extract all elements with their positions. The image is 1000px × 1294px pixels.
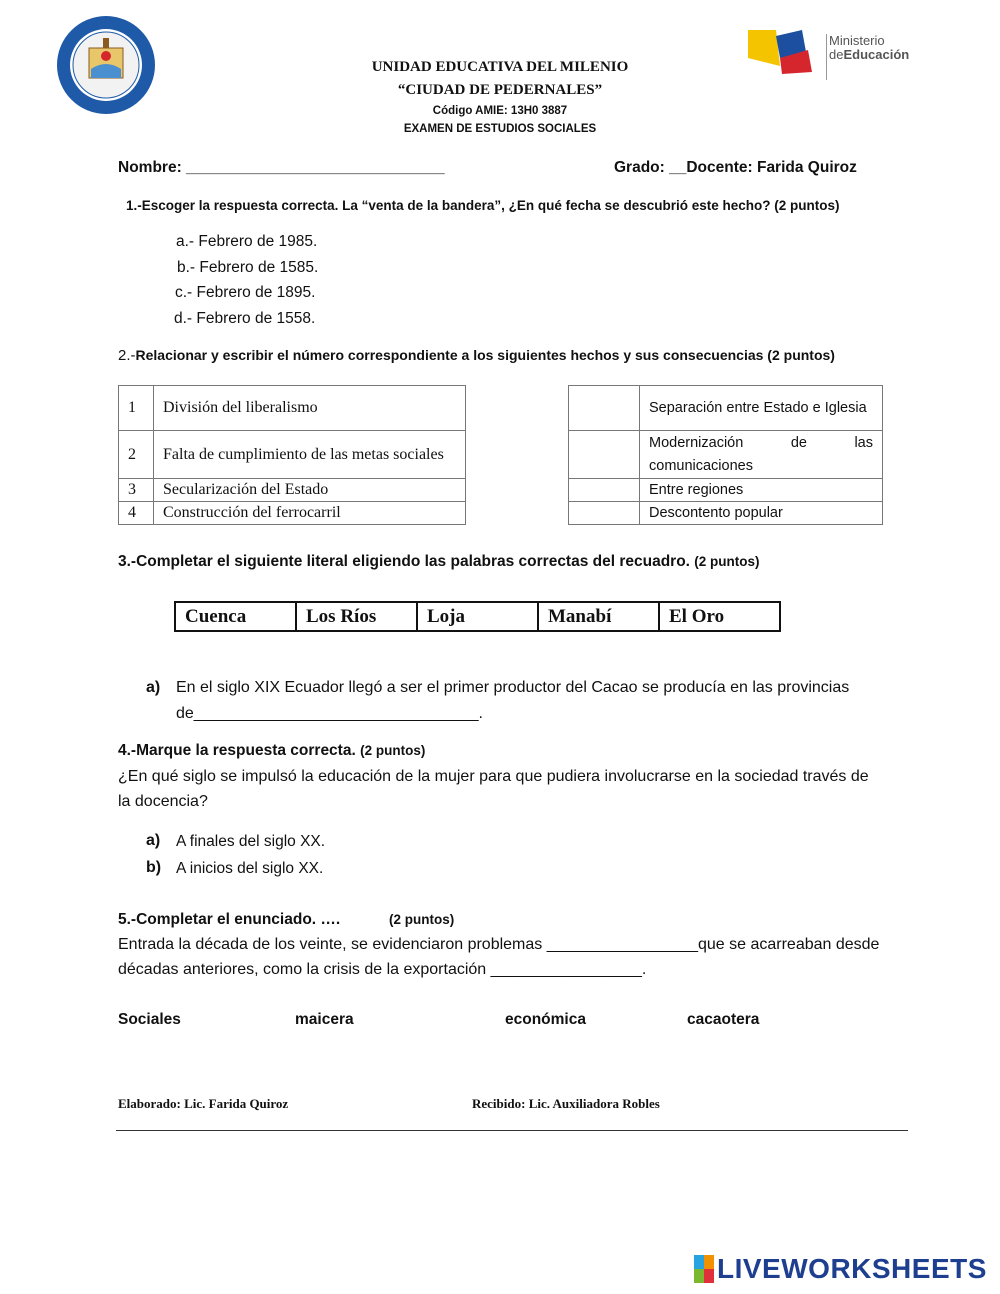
- q1-option-c[interactable]: c.- Febrero de 1895.: [175, 284, 316, 301]
- q5-points: (2 puntos): [389, 912, 455, 927]
- question-2-prompt: [118, 347, 835, 364]
- q2-text: Relacionar y escribir el número correspondiente a los siguientes hechos y sus consecuencias (2 puntos): [135, 347, 835, 363]
- school-name: UNIDAD EDUCATIVA DEL MILENIO: [371, 59, 629, 75]
- facts-table: [118, 385, 466, 525]
- fact-text: Falta de cumplimiento de las metas sociales: [154, 431, 466, 479]
- q5-line2[interactable]: décadas anteriores, como la crisis de la exportación _________________.: [118, 961, 647, 978]
- q5-word-option: Sociales: [118, 1011, 181, 1028]
- consequence-word: comunicaciones: [649, 457, 753, 474]
- q1-option-b[interactable]: b.- Febrero de 1585.: [177, 259, 319, 276]
- word-bank-table: [174, 601, 781, 632]
- question-1-prompt: 1.-Escoger la respuesta correcta. La “venta de la bandera”, ¿En qué fecha se descubrió este hecho? (2 puntos): [126, 198, 840, 213]
- q4-question-line1: ¿En qué siglo se impulsó la educación de la mujer para que pudiera involucrarse en la sociedad través de: [118, 768, 869, 785]
- question-3-prompt: [118, 553, 760, 571]
- consequence-word: de: [790, 434, 807, 451]
- q2-number: 2.-: [118, 347, 136, 364]
- q3-item-label: a): [146, 679, 161, 696]
- consequence-text: Descontento popular: [640, 502, 883, 525]
- consequences-table: [568, 385, 883, 525]
- fact-number: 4: [119, 502, 154, 525]
- q5-word-option: maicera: [295, 1011, 354, 1028]
- q4-text: 4.-Marque la respuesta correcta.: [118, 742, 356, 759]
- fact-number: 3: [119, 479, 154, 502]
- q4-option-a[interactable]: A finales del siglo XX.: [176, 833, 326, 850]
- q3-item-blank[interactable]: de________________________________.: [176, 705, 483, 722]
- table-row: [569, 386, 883, 431]
- word-bank-item: Manabí: [538, 602, 659, 631]
- ministry-name-line2: de: [829, 47, 844, 62]
- student-name-field[interactable]: Nombre: ______________________________: [118, 159, 445, 176]
- consequence-word: las: [854, 434, 873, 451]
- fact-number: 1: [119, 386, 154, 431]
- liveworksheets-watermark: [694, 1253, 987, 1285]
- q5-word-option: cacaotera: [687, 1011, 760, 1028]
- table-row: [569, 502, 883, 525]
- table-row: [569, 479, 883, 502]
- fact-number: 2: [119, 431, 154, 479]
- question-4-prompt: [118, 742, 425, 760]
- q4-option-b-label: b): [146, 859, 162, 876]
- fact-text: División del liberalismo: [154, 386, 466, 431]
- consequence-text: Separación entre Estado e Iglesia: [640, 386, 883, 431]
- table-row: [119, 479, 466, 502]
- answer-cell-3[interactable]: [569, 479, 640, 502]
- grade-teacher-field[interactable]: Grado: __Docente: Farida Quiroz: [614, 159, 857, 176]
- answer-cell-2[interactable]: [569, 431, 640, 479]
- answer-cell-1[interactable]: [569, 386, 640, 431]
- q4-option-b[interactable]: A inicios del siglo XX.: [176, 860, 324, 877]
- liveworksheets-icon: [694, 1255, 714, 1283]
- ministry-name-line1: Ministerio: [829, 33, 885, 48]
- received-by: Recibido: Lic. Auxiliadora Robles: [472, 1096, 660, 1111]
- liveworksheets-text: LIVEWORKSHEETS: [717, 1253, 987, 1284]
- q4-question-line2: la docencia?: [118, 793, 208, 810]
- fact-text: Secularización del Estado: [154, 479, 466, 502]
- amie-code: Código AMIE: 13H0 3887: [432, 105, 568, 117]
- footer-divider: [116, 1130, 908, 1131]
- q3-text: 3.-Completar el siguiente literal eligiendo las palabras correctas del recuadro.: [118, 553, 690, 570]
- q3-item-line1: En el siglo XIX Ecuador llegó a ser el primer productor del Cacao se producía en las provincias: [176, 679, 850, 696]
- q5-line1[interactable]: Entrada la década de los veinte, se evidenciaron problemas _________________que se acarreaban desde: [118, 936, 880, 953]
- table-row: [119, 431, 466, 479]
- consequence-text: Entre regiones: [640, 479, 883, 502]
- q5-word-option: económica: [505, 1011, 586, 1028]
- word-bank-item: El Oro: [659, 602, 780, 631]
- word-bank-item: Los Ríos: [296, 602, 417, 631]
- school-city: “CIUDAD DE PEDERNALES”: [397, 82, 603, 98]
- fact-text: Construcción del ferrocarril: [154, 502, 466, 525]
- word-bank-item: Loja: [417, 602, 538, 631]
- prepared-by: Elaborado: Lic. Farida Quiroz: [118, 1096, 289, 1111]
- table-row: [119, 502, 466, 525]
- table-row: [569, 431, 883, 479]
- q1-option-d[interactable]: d.- Febrero de 1558.: [174, 310, 316, 327]
- consequence-text: [640, 431, 883, 479]
- q4-points: (2 puntos): [360, 743, 426, 758]
- table-row: [175, 602, 780, 631]
- exam-title: EXAMEN DE ESTUDIOS SOCIALES: [403, 123, 597, 135]
- ministry-name-line3: Educación: [843, 47, 910, 62]
- q1-option-a[interactable]: a.- Febrero de 1985.: [176, 233, 318, 250]
- consequence-word: Modernización: [649, 434, 744, 451]
- table-row: [119, 386, 466, 431]
- q3-points: (2 puntos): [694, 554, 760, 569]
- q4-option-a-label: a): [146, 832, 161, 849]
- question-5-prompt: 5.-Completar el enunciado. ….: [118, 911, 341, 928]
- word-bank-item: Cuenca: [175, 602, 296, 631]
- answer-cell-4[interactable]: [569, 502, 640, 525]
